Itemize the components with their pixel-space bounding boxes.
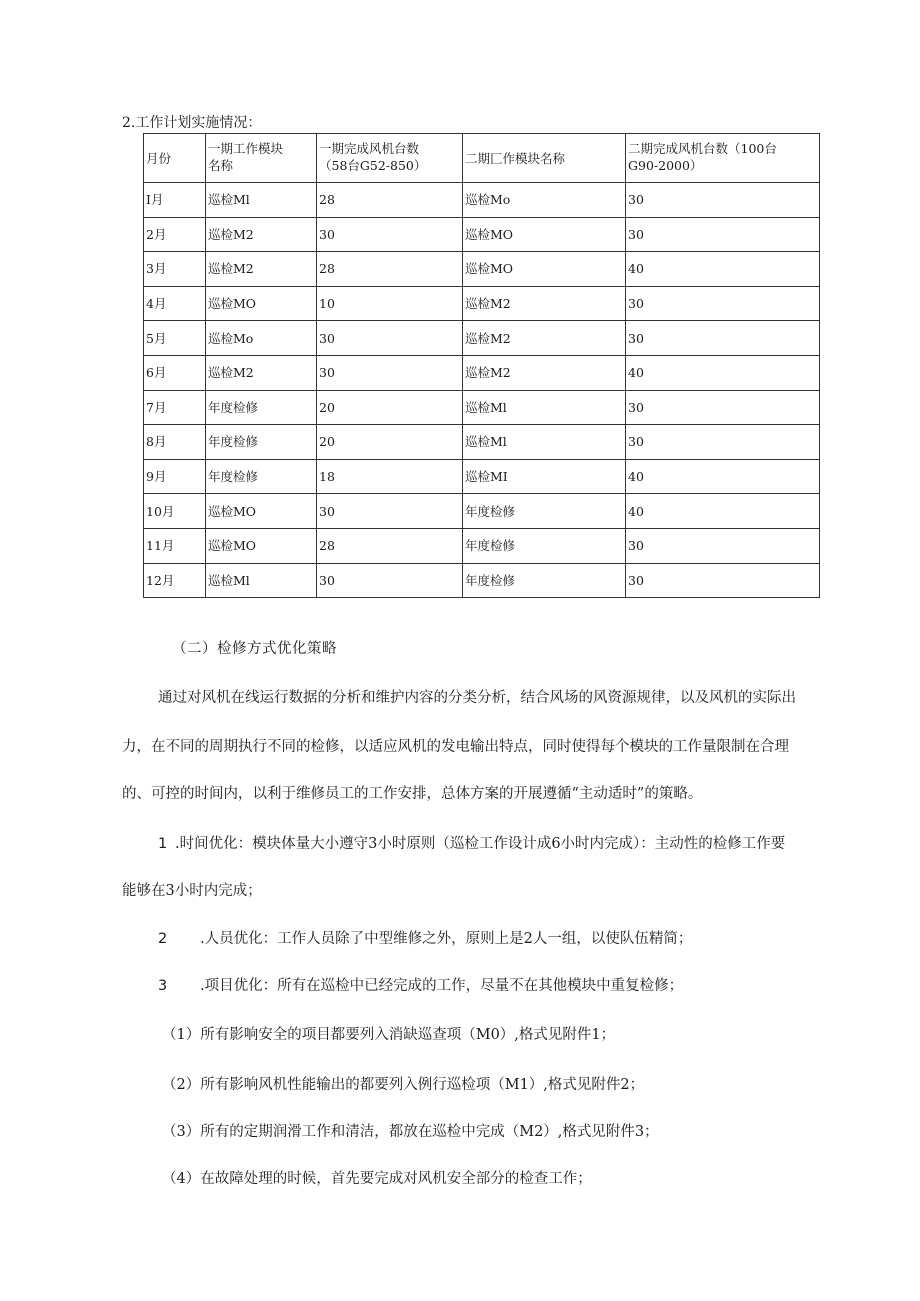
cell-phase2-count: 30	[626, 183, 820, 218]
cell-month: 12月	[144, 563, 206, 598]
intro-line-1: 通过对风机在线运行数据的分析和维护内容的分类分析，结合风场的风资源规律，以及风机的实际出	[158, 690, 796, 706]
cell-phase1-count: 30	[317, 217, 463, 252]
cell-phase1-module: 年度检修	[206, 459, 317, 494]
table-row	[144, 355, 820, 390]
header-phase1-module: 一期工作模块 名称	[206, 134, 317, 183]
cell-phase2-module: 巡检Mo	[463, 183, 626, 218]
table-header-row	[144, 134, 820, 183]
cell-phase1-module: 巡检M2	[206, 355, 317, 390]
table-row	[144, 563, 820, 598]
cell-phase1-module: 巡检Mo	[206, 321, 317, 356]
section-heading-work-plan: 2.工作计划实施情况：	[122, 115, 262, 131]
item-2-number: 2	[158, 931, 168, 947]
cell-phase2-module: 巡检M2	[463, 321, 626, 356]
cell-phase2-count: 30	[626, 563, 820, 598]
work-plan-table	[143, 133, 820, 598]
cell-phase2-count: 30	[626, 528, 820, 563]
cell-phase2-module: 年度检修	[463, 528, 626, 563]
table-row	[144, 183, 820, 218]
table-row	[144, 390, 820, 425]
cell-phase2-count: 40	[626, 355, 820, 390]
cell-phase2-module: 巡检M2	[463, 286, 626, 321]
cell-month: I月	[144, 183, 206, 218]
section-title-optimization: （二）检修方式优化策略	[172, 641, 337, 657]
cell-month: 10月	[144, 494, 206, 529]
cell-phase2-module: 巡检M2	[463, 355, 626, 390]
cell-phase1-count: 30	[317, 355, 463, 390]
table-row	[144, 217, 820, 252]
sub-item-4: （4）在故障处理的时候，首先要完成对风机安全部分的检查工作；	[162, 1171, 592, 1187]
item-3-number: 3	[158, 978, 168, 994]
cell-phase2-count: 30	[626, 217, 820, 252]
cell-phase2-module: 巡检MI	[463, 459, 626, 494]
cell-phase2-count: 30	[626, 390, 820, 425]
intro-line-2: 力，在不同的周期执行不同的检修，以适应风机的发电输出特点，同时使得每个模块的工作量限制在合理	[122, 739, 789, 755]
header-phase2-module: 二期匚作模块名称	[463, 134, 626, 183]
table-row	[144, 321, 820, 356]
cell-phase2-count: 30	[626, 321, 820, 356]
cell-phase1-module: 巡检MO	[206, 528, 317, 563]
cell-phase1-count: 20	[317, 390, 463, 425]
cell-month: 4月	[144, 286, 206, 321]
cell-month: 7月	[144, 390, 206, 425]
cell-month: 5月	[144, 321, 206, 356]
cell-phase1-count: 28	[317, 183, 463, 218]
cell-phase1-module: 巡检MO	[206, 286, 317, 321]
cell-month: 11月	[144, 528, 206, 563]
cell-phase1-module: 年度检修	[206, 425, 317, 460]
cell-phase2-count: 30	[626, 286, 820, 321]
header-month: 月份	[144, 134, 206, 183]
item-1-number: 1	[158, 836, 168, 852]
cell-phase2-module: 巡检Ml	[463, 390, 626, 425]
cell-phase1-count: 10	[317, 286, 463, 321]
cell-phase1-module: 巡检MO	[206, 494, 317, 529]
cell-phase1-count: 28	[317, 528, 463, 563]
table-row	[144, 286, 820, 321]
cell-phase2-count: 40	[626, 252, 820, 287]
table-row	[144, 494, 820, 529]
cell-phase1-module: 巡检Ml	[206, 563, 317, 598]
cell-phase2-module: 巡检MO	[463, 217, 626, 252]
item-2-text: .人员优化：工作人员除了中型维修之外，原则上是2人一组，以使队伍精简；	[200, 931, 693, 947]
table-row	[144, 528, 820, 563]
table-row	[144, 252, 820, 287]
cell-month: 2月	[144, 217, 206, 252]
cell-month: 6月	[144, 355, 206, 390]
table-row	[144, 459, 820, 494]
cell-phase2-count: 40	[626, 459, 820, 494]
cell-phase1-count: 30	[317, 494, 463, 529]
cell-phase1-count: 30	[317, 321, 463, 356]
cell-month: 9月	[144, 459, 206, 494]
cell-phase1-module: 巡检Ml	[206, 183, 317, 218]
item-1-line-2: 能够在3小时内完成；	[122, 883, 262, 899]
cell-phase1-module: 年度检修	[206, 390, 317, 425]
cell-phase1-module: 巡检M2	[206, 217, 317, 252]
header-phase1-count: 一期完成风机台数 （58台G52-850）	[317, 134, 463, 183]
sub-item-2: （2）所有影响风机性能输出的都要列入例行巡检项（M1）,格式见附件2；	[162, 1077, 645, 1093]
cell-phase2-count: 40	[626, 494, 820, 529]
cell-phase1-count: 18	[317, 459, 463, 494]
cell-phase1-count: 28	[317, 252, 463, 287]
cell-phase2-count: 30	[626, 425, 820, 460]
item-1-line-1: .时间优化：模块体量大小遵守3小时原则（巡检工作设计成6小时内完成）：主动性的检修工作要	[175, 836, 786, 852]
cell-phase2-module: 巡检MO	[463, 252, 626, 287]
header-phase2-count: 二期完成风机台数（100台 G90-2000）	[626, 134, 820, 183]
cell-phase2-module: 年度检修	[463, 563, 626, 598]
cell-month: 8月	[144, 425, 206, 460]
cell-phase1-count: 20	[317, 425, 463, 460]
table-row	[144, 425, 820, 460]
sub-item-1: （1）所有影响安全的项目都要列入消缺巡查项（M0）,格式见附件1；	[162, 1027, 616, 1043]
sub-item-3: （3）所有的定期润滑工作和清洁，都放在巡检中完成（M2）,格式见附件3；	[162, 1124, 659, 1140]
cell-phase2-module: 巡检Ml	[463, 425, 626, 460]
cell-month: 3月	[144, 252, 206, 287]
intro-line-3: 的、可控的时间内，以利于维修员工的工作安排，总体方案的开展遵循“主动适时”的策略。	[122, 786, 703, 802]
item-3-text: .项目优化：所有在巡检中已经完成的工作，尽量不在其他模块中重复检修；	[200, 978, 684, 994]
cell-phase2-module: 年度检修	[463, 494, 626, 529]
cell-phase1-count: 30	[317, 563, 463, 598]
cell-phase1-module: 巡检M2	[206, 252, 317, 287]
